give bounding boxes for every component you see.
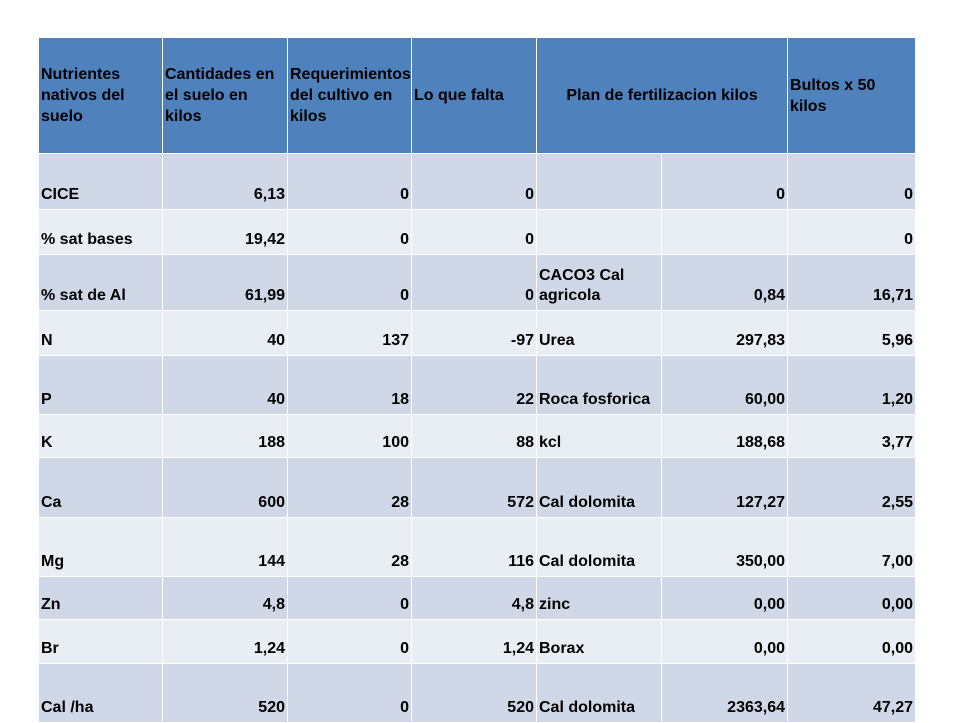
cell-suelo: 61,99 [163,255,288,311]
cell-nutriente: Mg [39,518,163,577]
table-row [39,311,916,356]
cell-bultos: 5,96 [788,311,916,356]
cell-bultos: 0 [788,154,916,210]
cell-nutriente: N [39,311,163,356]
header-nutrientes: Nutrientes nativos del suelo [39,38,163,154]
header-lo-que-falta: Lo que falta [412,38,537,154]
header-cantidades: Cantidades en el suelo en kilos [163,38,288,154]
cell-falta: 22 [412,356,537,415]
cell-bultos: 0,00 [788,620,916,664]
cell-bultos: 7,00 [788,518,916,577]
cell-bultos: 0 [788,210,916,255]
cell-kilos: 297,83 [662,311,788,356]
cell-falta: 4,8 [412,577,537,620]
table-row [39,620,916,664]
cell-suelo: 520 [163,664,288,723]
cell-nutriente: Cal /ha [39,664,163,723]
cell-requerimiento: 100 [288,415,412,458]
table-header-row [39,38,916,154]
cell-suelo: 4,8 [163,577,288,620]
cell-nutriente: K [39,415,163,458]
cell-bultos: 47,27 [788,664,916,723]
cell-kilos: 188,68 [662,415,788,458]
cell-requerimiento: 0 [288,210,412,255]
cell-bultos: 0,00 [788,577,916,620]
cell-kilos: 0,00 [662,577,788,620]
cell-nutriente: P [39,356,163,415]
cell-falta: 1,24 [412,620,537,664]
cell-falta: 0 [412,210,537,255]
cell-producto: Borax [537,620,662,664]
cell-nutriente: % sat de Al [39,255,163,311]
table-body [39,154,916,723]
cell-suelo: 6,13 [163,154,288,210]
cell-falta: 88 [412,415,537,458]
table-row [39,518,916,577]
cell-nutriente: % sat bases [39,210,163,255]
table-row [39,458,916,518]
cell-falta: 116 [412,518,537,577]
fertilization-table-container [38,37,916,723]
cell-suelo: 600 [163,458,288,518]
cell-requerimiento: 0 [288,255,412,311]
cell-kilos: 0,00 [662,620,788,664]
cell-requerimiento: 0 [288,620,412,664]
cell-requerimiento: 28 [288,518,412,577]
cell-kilos: 0 [662,154,788,210]
table-row [39,356,916,415]
cell-suelo: 40 [163,356,288,415]
cell-kilos: 127,27 [662,458,788,518]
cell-kilos: 60,00 [662,356,788,415]
header-bultos: Bultos x 50 kilos [788,38,916,154]
table-row [39,577,916,620]
cell-bultos: 1,20 [788,356,916,415]
cell-requerimiento: 137 [288,311,412,356]
cell-producto: Roca fosforica [537,356,662,415]
cell-suelo: 19,42 [163,210,288,255]
cell-bultos: 16,71 [788,255,916,311]
cell-kilos: 0,84 [662,255,788,311]
cell-suelo: 40 [163,311,288,356]
cell-requerimiento: 0 [288,664,412,723]
cell-suelo: 188 [163,415,288,458]
cell-requerimiento: 0 [288,577,412,620]
table-row [39,664,916,723]
cell-falta: 0 [412,154,537,210]
cell-bultos: 3,77 [788,415,916,458]
cell-nutriente: Zn [39,577,163,620]
cell-producto: kcl [537,415,662,458]
cell-producto [537,210,662,255]
cell-producto: zinc [537,577,662,620]
cell-nutriente: Br [39,620,163,664]
cell-falta: 0 [412,255,537,311]
table-row [39,154,916,210]
cell-falta: 572 [412,458,537,518]
cell-requerimiento: 18 [288,356,412,415]
cell-suelo: 1,24 [163,620,288,664]
cell-nutriente: CICE [39,154,163,210]
cell-producto: Cal dolomita [537,458,662,518]
cell-producto: CACO3 Cal agricola [537,255,662,311]
cell-producto: Cal dolomita [537,518,662,577]
table-row [39,210,916,255]
cell-kilos: 2363,64 [662,664,788,723]
cell-falta: -97 [412,311,537,356]
cell-kilos: 350,00 [662,518,788,577]
table-row [39,255,916,311]
cell-suelo: 144 [163,518,288,577]
cell-kilos [662,210,788,255]
cell-nutriente: Ca [39,458,163,518]
fertilization-table [38,37,916,723]
cell-producto [537,154,662,210]
table-row [39,415,916,458]
cell-producto: Cal dolomita [537,664,662,723]
cell-bultos: 2,55 [788,458,916,518]
cell-requerimiento: 28 [288,458,412,518]
header-requerimientos: Requerimientos del cultivo en kilos [288,38,412,154]
header-plan-fertilizacion: Plan de fertilizacion kilos [537,38,788,154]
cell-requerimiento: 0 [288,154,412,210]
cell-falta: 520 [412,664,537,723]
cell-producto: Urea [537,311,662,356]
